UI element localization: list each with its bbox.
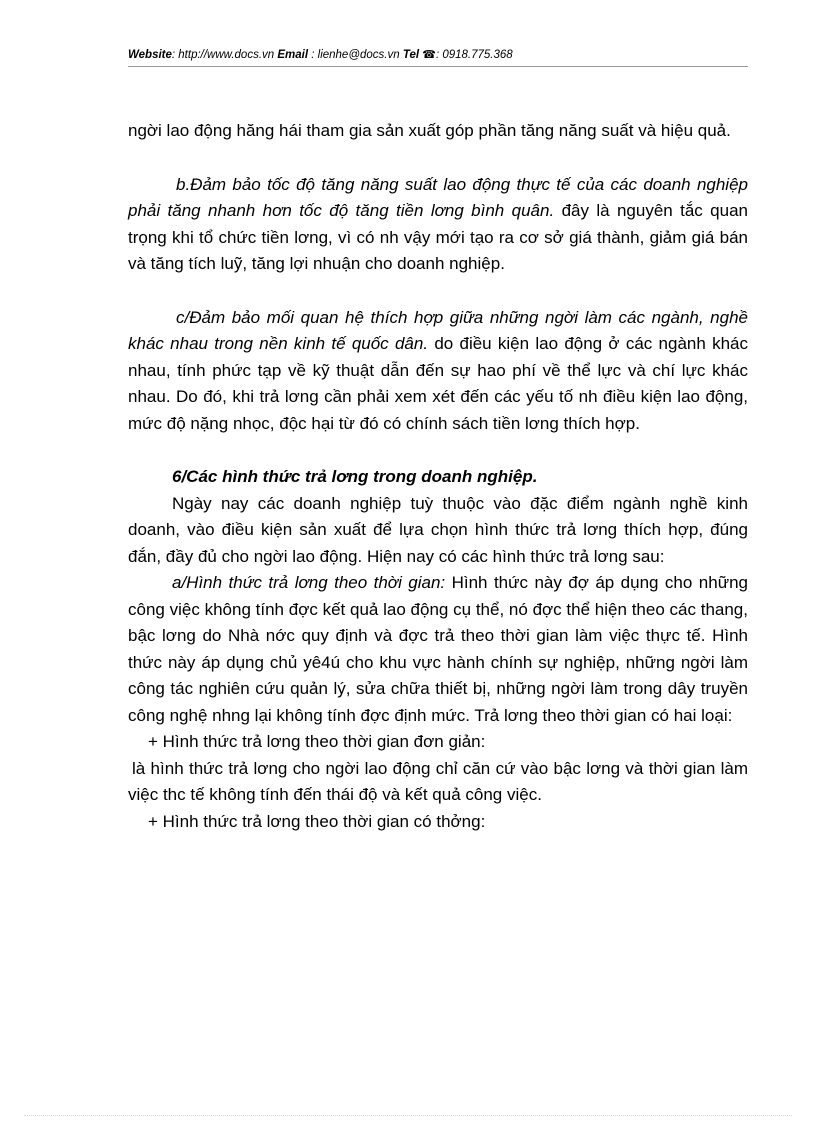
principle-c-title: c/Đảm bảo mối quan hệ thích hợp giữa những ngời làm các ngành, nghề khác nhau trong nền kinh tế quốc dân. — [128, 307, 748, 353]
email-value: : lienhe@docs.vn — [311, 49, 400, 61]
form-a-text: Hình thức này đợ áp dụng cho những công việc không tính đợc kết quả lao động cụ thể, nó đợc thể hiện theo các thang, bậc lơng do Nhà nớc quy định và đợc trả theo thời gian làm việc thực tế. Hình thức này áp dụng chủ yê4ú cho khu vực hành chính sự nghiệp, những ngời làm công tác nghiên cứu quản lý, sửa chữa thiết bị, những ngời làm trong dây truyền công nghệ nhng lại không tính đợc định mức. Trả lơng theo thời gian có hai loại: — [128, 573, 748, 725]
email-label: Email — [277, 49, 309, 61]
paragraph-intro: Ngày nay các doanh nghiệp tuỳ thuộc vào đặc điểm ngành nghề kinh doanh, vào điều kiện sản xuất để lựa chọn hình thức trả lơng thích hợp, đúng đắn, đầy đủ cho ngời lao động. Hiện nay có các hình thức trả lơng sau: — [128, 493, 748, 566]
document-body — [128, 118, 748, 835]
tel-label: Tel — [402, 49, 420, 61]
website-label: Website — [128, 49, 172, 61]
paragraph-simple-time: là hình thức trả lơng cho ngời lao động chỉ căn cứ vào bậc lơng và thời gian làm việc thc tế không tính đến thái độ và kết quả công việc. — [128, 758, 748, 804]
bullet-simple-time: + Hình thức trả lơng theo thời gian đơn giản: — [148, 732, 486, 751]
header-divider — [128, 66, 748, 67]
page-header — [128, 48, 748, 61]
paragraph-c — [128, 305, 748, 438]
principle-c-text: do điều kiện lao động ở các ngành khác nhau, tính phức tạp về kỹ thuật dẫn đến sự hao phí về thể lực và chí lực khác nhau. Do đó, khi trả lơng cần phải xem xét đến các yếu tố nh điều kiện lao động, mức độ nặng nhọc, độc hại từ đó có chính sách tiền lơng thích hợp. — [128, 334, 748, 433]
form-a-title: a/Hình thức trả lơng theo thời gian: — [172, 573, 446, 592]
section-heading-6: 6/Các hình thức trả lơng trong doanh nghiệp. — [172, 467, 538, 486]
paragraph-1: ngời lao động hăng hái tham gia sản xuất góp phần tăng năng suất và hiệu quả. — [128, 121, 731, 140]
footer-divider — [24, 1115, 792, 1116]
phone-icon: ☎ — [422, 49, 436, 61]
principle-b-title: b.Đảm bảo tốc độ tăng năng suất lao động thực tế của các doanh nghiệp phải tăng nhanh hơn tốc độ tăng tiền lơng bình quân. — [128, 174, 748, 220]
principle-b-text: đây là nguyên tắc quan trọng khi tổ chức tiền lơng, vì có nh vậy mới tạo ra cơ sở giá thành, giảm giá bán và tăng tích luỹ, tăng lợi nhuận cho doanh nghiệp. — [128, 201, 749, 273]
tel-value: : 0918.775.368 — [435, 49, 513, 61]
website-value: : http://www.docs.vn — [171, 49, 275, 61]
paragraph-a — [128, 570, 748, 729]
bullet-bonus-time: + Hình thức trả lơng theo thời gian có thởng: — [148, 811, 486, 831]
paragraph-b — [128, 172, 748, 278]
